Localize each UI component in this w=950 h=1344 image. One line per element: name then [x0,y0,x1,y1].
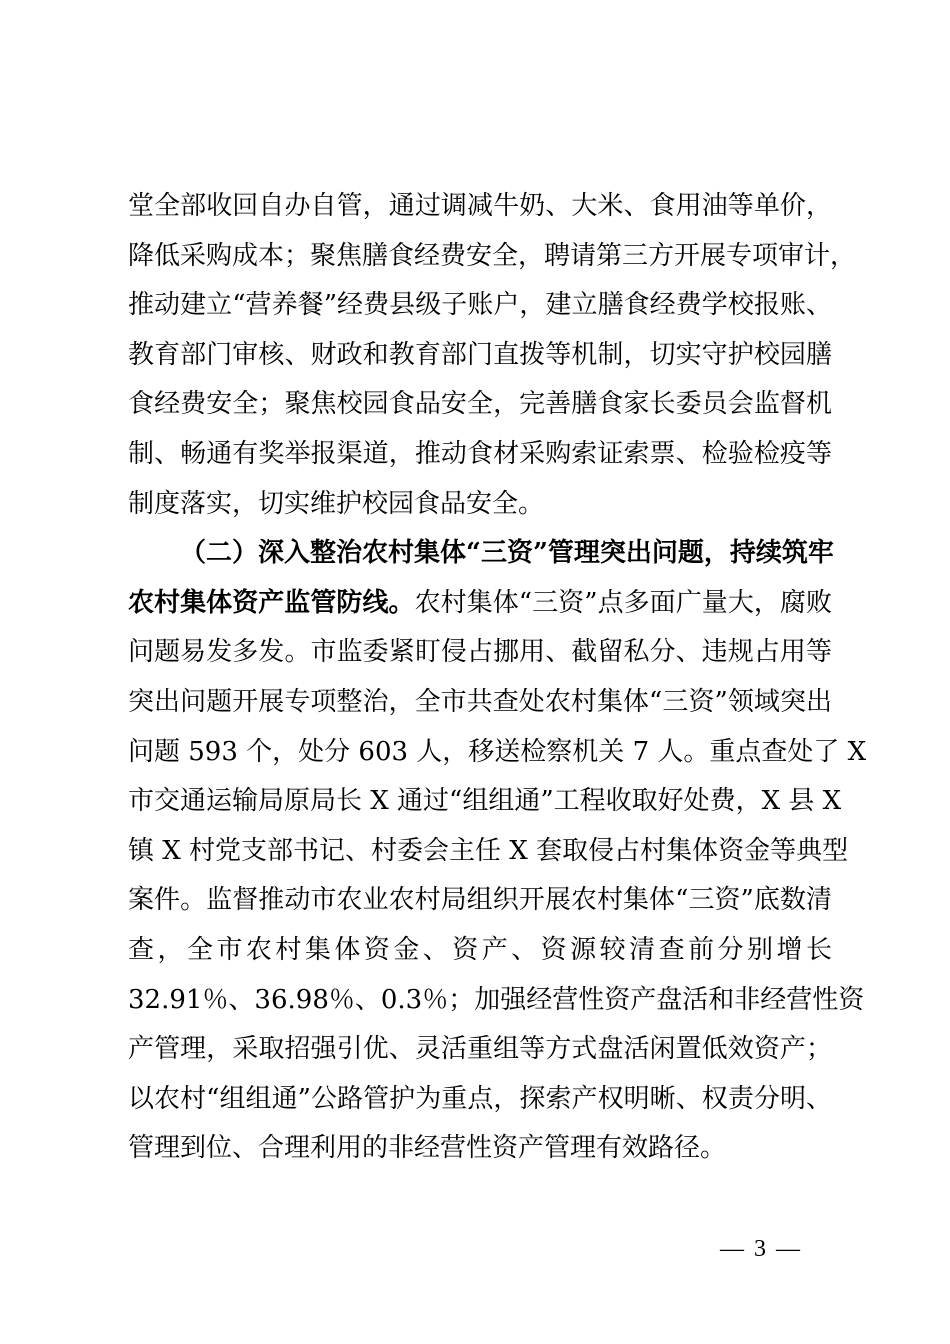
page-number: — 3 — [720,1236,802,1262]
text-line [128,1124,832,1174]
text-line [128,628,832,678]
line-text: 市交通运输局原局长 X 通过“组组通”工程收取好处费，X 县 X [128,786,842,817]
text-line [128,1075,832,1125]
line-text: 降低采购成本；聚焦膳食经费安全，聘请第三方开展专项审计， [128,240,857,271]
text-line [128,926,832,976]
line-text: 堂全部收回自办自管，通过调减牛奶、大米、食用油等单价， [128,191,832,221]
text-line [128,1025,832,1075]
text-line [128,529,832,579]
line-text: 查，全市农村集体资金、资产、资源较清查前分别增长 [128,934,832,965]
text-line [128,380,832,430]
text-line [128,232,857,282]
text-line [128,430,832,480]
section-heading: 农村集体资产监管防线。 [128,587,415,618]
line-text: 以农村“组组通”公路管护为重点，探索产权明晰、权责分明、 [128,1083,832,1114]
line-text: 突出问题开展专项整治，全市共查处农村集体“三资”领域突出 [128,686,832,717]
text-line [128,728,867,778]
text-line [128,480,832,530]
section-heading: （二）深入整治农村集体“三资”管理突出问题，持续筑牢 [180,538,834,569]
line-text: 管理到位、合理利用的非经营性资产管理有效路径。 [128,1133,727,1164]
line-text: 32.91％、36.98％、0.3％；加强经营性资产盘活和非经营性资 [128,984,865,1015]
text-line [128,876,832,926]
line-text: 教育部门审核、财政和教育部门直拨等机制，切实守护校园膳 [128,339,832,370]
body-text [128,182,867,1174]
line-text: 农村集体“三资”点多面广量大，腐败 [414,587,832,618]
line-text: 食经费安全；聚焦校园食品安全，完善膳食家长委员会监督机 [128,389,832,420]
text-line [128,777,842,827]
line-text: 产管理，采取招强引优、灵活重组等方式盘活闲置低效资产； [128,1034,832,1065]
line-text: 制度落实，切实维护校园食品安全。 [128,488,545,519]
line-text: 推动建立“营养餐”经费县级子账户，建立膳食经费学校报账、 [128,290,832,321]
line-text: 问题易发多发。市监委紧盯侵占挪用、截留私分、违规占用等 [128,637,832,668]
line-text: 制、畅通有奖举报渠道，推动食材采购索证索票、检验检疫等 [128,438,832,469]
line-text: 案件。监督推动市农业农村局组织开展农村集体“三资”底数清 [128,885,832,916]
text-line [128,827,849,877]
text-line [128,678,832,728]
text-line [128,976,865,1026]
text-line [128,579,832,629]
text-line [128,182,832,232]
text-line [128,331,832,381]
line-text: 镇 X 村党支部书记、村委会主任 X 套取侵占村集体资金等典型 [128,835,849,866]
line-text: 问题 593 个，处分 603 人，移送检察机关 7 人。重点查处了 X [128,736,867,767]
text-line [128,281,832,331]
